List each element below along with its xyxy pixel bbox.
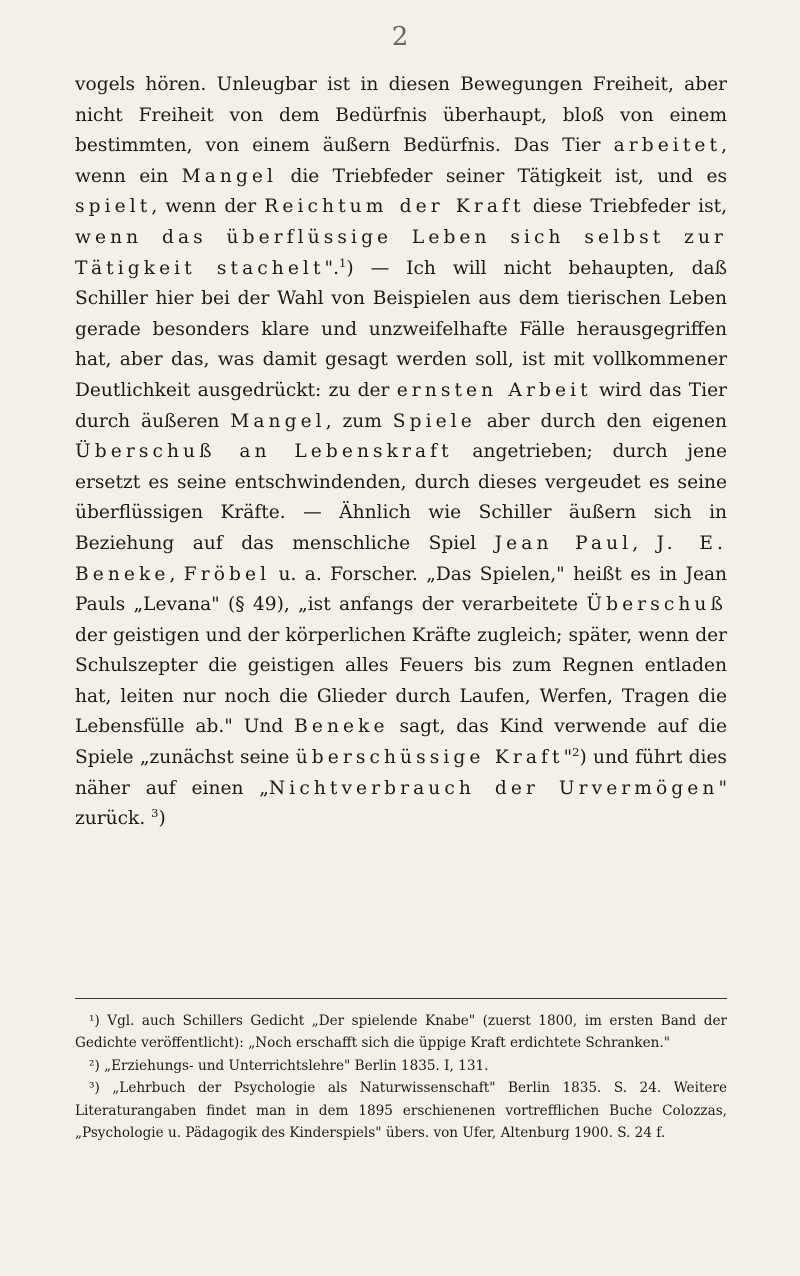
emphasized-text: Mangel bbox=[230, 410, 326, 432]
text-run: ". bbox=[324, 257, 339, 279]
footnote-2: ²) „Erziehungs- und Unterrichtslehre" Berlin 1835. I, 131. bbox=[89, 1057, 489, 1074]
text-run: , wenn ein bbox=[75, 135, 727, 187]
footnote-ref: 1 bbox=[339, 255, 347, 270]
emphasized-text: überschüssige Kraft bbox=[295, 747, 564, 769]
text-run: ) bbox=[158, 808, 166, 830]
emphasized-text: J. E. Beneke bbox=[75, 532, 727, 585]
text-run: diese Triebfeder ist, bbox=[524, 196, 728, 218]
emphasized-text: wenn das überflüssige Leben sich selbst zur Tätigkeit stachelt bbox=[75, 226, 727, 279]
footnote-3: ³) „Lehrbuch der Psychologie als Naturwissenschaft" Berlin 1835. S. 24. Weitere Literaturangaben findet man in dem 1895 erschienenen vortrefflichen Buche Colozzas, „Psychologie u. Pädagogik des Kinderspiels" übers. von Ufer, Altenburg 1900. S. 24 f. bbox=[75, 1080, 727, 1142]
emphasized-text: Reichtum der Kraft bbox=[264, 196, 525, 218]
text-run: u. a. Forscher. „Das Spielen," heißt es in Jean Pauls „Levana" (§ 49), „ist anfangs der verarbeitete bbox=[75, 563, 728, 616]
text-run: ) und führt dies näher auf einen „ bbox=[75, 747, 727, 799]
emphasized-text: Mangel bbox=[181, 165, 278, 187]
text-run: der geistigen und der körperlichen Kräfte zugleich; später, wenn der Schulszepter die geistigen alles Feuers bis zum Regnen entladen hat, leiten nur noch die Glieder durch Laufen, Werfen, Tragen die Lebensfülle ab." Und bbox=[75, 624, 727, 738]
text-run: ) — Ich will nicht behaupten, daß Schiller hier bei der Wahl von Beispielen aus dem tierischen Leben gerade besonders klare und unzweifelhafte Fälle herausgegriffen hat, aber das, was damit gesagt werden soll, ist mit vollkommener Deutlichkeit ausgedrückt: zu der bbox=[75, 257, 727, 401]
emphasized-text: Fröbel bbox=[183, 563, 271, 585]
emphasized-text: Spiele bbox=[392, 410, 476, 432]
text-run: die Triebfeder seiner Tätigkeit ist, und es bbox=[277, 165, 727, 187]
emphasized-text: Beneke bbox=[294, 716, 389, 738]
emphasized-text: Überschuß an Lebenskraft bbox=[75, 441, 453, 463]
emphasized-text: arbeitet bbox=[613, 135, 722, 157]
text-run: wird das Tier durch äußeren bbox=[75, 379, 728, 432]
text-run: , zum bbox=[325, 410, 393, 432]
emphasized-text: Nichtverbrauch der Urvermögen bbox=[268, 777, 719, 799]
footnote-1: ¹) Vgl. auch Schillers Gedicht „Der spielende Knabe" (zuerst 1800, im ersten Band der Gedichte veröffentlicht): „Noch erschafft sich die üppige Kraft erdichtete Schranken." bbox=[75, 1013, 727, 1052]
footnote-divider bbox=[75, 998, 727, 999]
text-run: , bbox=[632, 532, 657, 554]
text-run: sagt, das Kind verwende auf die Spiele „zunächst seine bbox=[75, 716, 727, 769]
text-run: angetrieben; durch jene ersetzt es seine entschwindenden, durch dieses vergeudet es seine überflüssigen Kräfte. — Ähnlich wie Schiller äußern sich in Beziehung auf das menschliche Spiel bbox=[75, 441, 728, 554]
text-run: " bbox=[563, 747, 573, 769]
text-run: vogels hören. Unleugbar ist in diesen Bewegungen Freiheit, aber nicht Freiheit von dem Bedürfnis überhaupt, bloß von einem bestimmten, von einem äußern Bedürfnis. Das Tier bbox=[75, 74, 727, 157]
text-run: , bbox=[169, 563, 184, 585]
body-paragraph bbox=[75, 70, 727, 835]
emphasized-text: Überschuß bbox=[586, 594, 727, 616]
text-run: " zurück. bbox=[75, 777, 727, 830]
emphasized-text: spielt bbox=[75, 196, 152, 218]
main-text bbox=[75, 70, 727, 835]
text-run: , wenn der bbox=[151, 196, 265, 218]
emphasized-text: ernsten Arbeit bbox=[396, 379, 592, 401]
text-run: aber durch den eigenen bbox=[475, 410, 728, 432]
emphasized-text: Jean Paul bbox=[494, 532, 633, 554]
footnotes bbox=[75, 1010, 727, 1144]
footnote-ref: 2 bbox=[572, 744, 580, 759]
page-number: 2 bbox=[391, 22, 409, 52]
footnote-ref: 3 bbox=[151, 806, 159, 821]
